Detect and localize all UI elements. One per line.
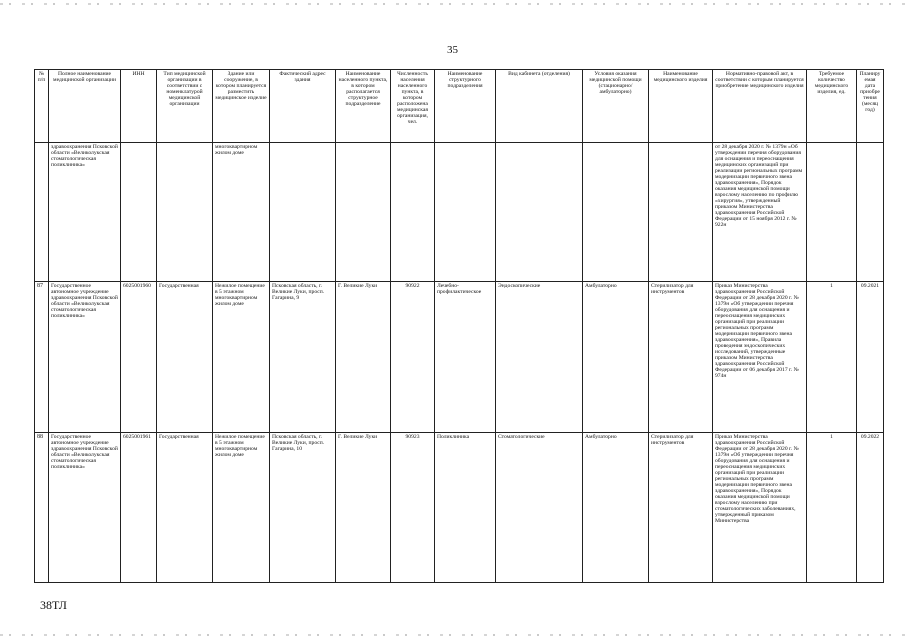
col-header-date: Планируемая дата приобретения (месяц год) xyxy=(857,70,884,143)
cell-device: Стерилизатор для инструментов xyxy=(649,282,713,433)
col-header-inn: ИНН xyxy=(121,70,157,143)
cell-date: 09.2022 xyxy=(857,433,884,583)
cell-division: Лечебно-профилактическое xyxy=(435,282,496,433)
col-header-conditions: Условия оказания медицинской помощи (стационарно/амбулаторно) xyxy=(583,70,649,143)
cell-building: Нежилое помещение в 5 этажном многоквартирном жилом доме xyxy=(213,282,270,433)
cell-population xyxy=(391,143,435,282)
cell-population: 90922 xyxy=(391,282,435,433)
cell-org: Государственное автономное учреждение здравоохранения Псковской области «Великолукская стоматологическая поликлиника» xyxy=(49,282,121,433)
cell-type xyxy=(157,143,213,282)
cell-address: Псковская область, г. Великие Луки, просп. Гагарина, 9 xyxy=(270,282,336,433)
cell-date: 09.2021 xyxy=(857,282,884,433)
cell-act: Приказ Министерства здравоохранения Российской Федерации от 28 декабря 2020 г. № 1379н «Об утверждении перечня оборудования для оснащения и переоснащения медицинских организаций при реализации региональных программ модернизации первичного звена здравоохранения», Порядок оказания медицинской помощи взрослому населению при стоматологических заболеваниях, утвержденный приказом Министерства xyxy=(713,433,807,583)
cell-inn: 6025001961 xyxy=(121,433,157,583)
col-header-device: Наименование медицинского изделия xyxy=(649,70,713,143)
cell-conditions: Амбулаторно xyxy=(583,433,649,583)
cell-locality xyxy=(336,143,391,282)
cell-qty: 1 xyxy=(807,433,857,583)
col-header-type: Тип медицинской организации в соответствии с номенклатурой медицинской организации xyxy=(157,70,213,143)
col-header-population: Численность населения населенного пункта, в котором расположена медицинская организация, чел. xyxy=(391,70,435,143)
col-header-division: Наименование структурного подразделения xyxy=(435,70,496,143)
cell-cabinet xyxy=(496,143,583,282)
col-header-address: Фактический адрес здания xyxy=(270,70,336,143)
col-header-building: Здание или сооружение, в котором планируется разместить медицинское изделие xyxy=(213,70,270,143)
cell-cabinet: Стоматологические xyxy=(496,433,583,583)
cell-locality: Г. Великие Луки xyxy=(336,282,391,433)
cell-num xyxy=(35,143,49,282)
cell-act: Приказ Министерства здравоохранения Российской Федерации от 28 декабря 2020 г. № 1379н «Об утверждении перечня оборудования для оснащения и переоснащения медицинских организаций при реализации региональных программ модернизации первичного звена здравоохранения», Правила проведения эндоскопических исследований, утвержденные приказом Министерства здравоохранения Российской Федерации от 06 декабря 2017 г. № 974н xyxy=(713,282,807,433)
table-row xyxy=(35,433,884,583)
cell-cabinet: Эндоскопические xyxy=(496,282,583,433)
table-row xyxy=(35,143,884,282)
cell-num: 88 xyxy=(35,433,49,583)
col-header-cabinet: Вид кабинета (отделения) xyxy=(496,70,583,143)
cell-address: Псковская область, г. Великие Луки, просп. Гагарина, 10 xyxy=(270,433,336,583)
cell-act: от 28 декабря 2020 г. № 1379н «Об утверждении перечня оборудования для оснащения и переоснащения медицинских организаций при реализации региональных программ модернизации первичного звена здравоохранения», Порядок оказания медицинской помощи взрослому населению по профилю «хирургия», утвержденный приказом Министерства здравоохранения Российской Федерации от 15 ноября 2012 г. № 922н xyxy=(713,143,807,282)
cell-num: 87 xyxy=(35,282,49,433)
cell-building: многоквартирном жилом доме xyxy=(213,143,270,282)
cell-division xyxy=(435,143,496,282)
scan-edge-top xyxy=(0,3,905,5)
col-header-org: Полное наименование медицинской организации xyxy=(49,70,121,143)
col-header-num: № п/п xyxy=(35,70,49,143)
cell-type: Государственная xyxy=(157,433,213,583)
cell-population: 90923 xyxy=(391,433,435,583)
cell-inn: 6025001960 xyxy=(121,282,157,433)
footer-code: 38ТЛ xyxy=(40,598,67,612)
cell-qty: 1 xyxy=(807,282,857,433)
page-number: 35 xyxy=(447,44,458,56)
scan-edge-bottom xyxy=(0,634,905,636)
col-header-act: Нормативно-правовой акт, в соответствии с которым планируется приобретение медицинского изделия xyxy=(713,70,807,143)
cell-conditions xyxy=(583,143,649,282)
cell-inn xyxy=(121,143,157,282)
cell-qty xyxy=(807,143,857,282)
cell-address xyxy=(270,143,336,282)
cell-device: Стерилизатор для инструментов xyxy=(649,433,713,583)
cell-type: Государственная xyxy=(157,282,213,433)
col-header-qty: Требуемое количество медицинского изделия, ед. xyxy=(807,70,857,143)
cell-division: Поликлиника xyxy=(435,433,496,583)
cell-locality: Г. Великие Луки xyxy=(336,433,391,583)
table-row xyxy=(35,282,884,433)
cell-building: Нежилое помещение в 5 этажном многоквартирном жилом доме xyxy=(213,433,270,583)
cell-org: здравоохранения Псковской области «Великолукская стоматологическая поликлиника» xyxy=(49,143,121,282)
cell-conditions: Амбулаторно xyxy=(583,282,649,433)
cell-org: Государственное автономное учреждение здравоохранения Псковской области «Великолукская стоматологическая поликлиника» xyxy=(49,433,121,583)
col-header-locality: Наименование населенного пункта, в котором располагается структурное подразделение xyxy=(336,70,391,143)
table-header-row xyxy=(35,70,884,143)
cell-date xyxy=(857,143,884,282)
cell-device xyxy=(649,143,713,282)
equipment-table xyxy=(34,69,884,583)
